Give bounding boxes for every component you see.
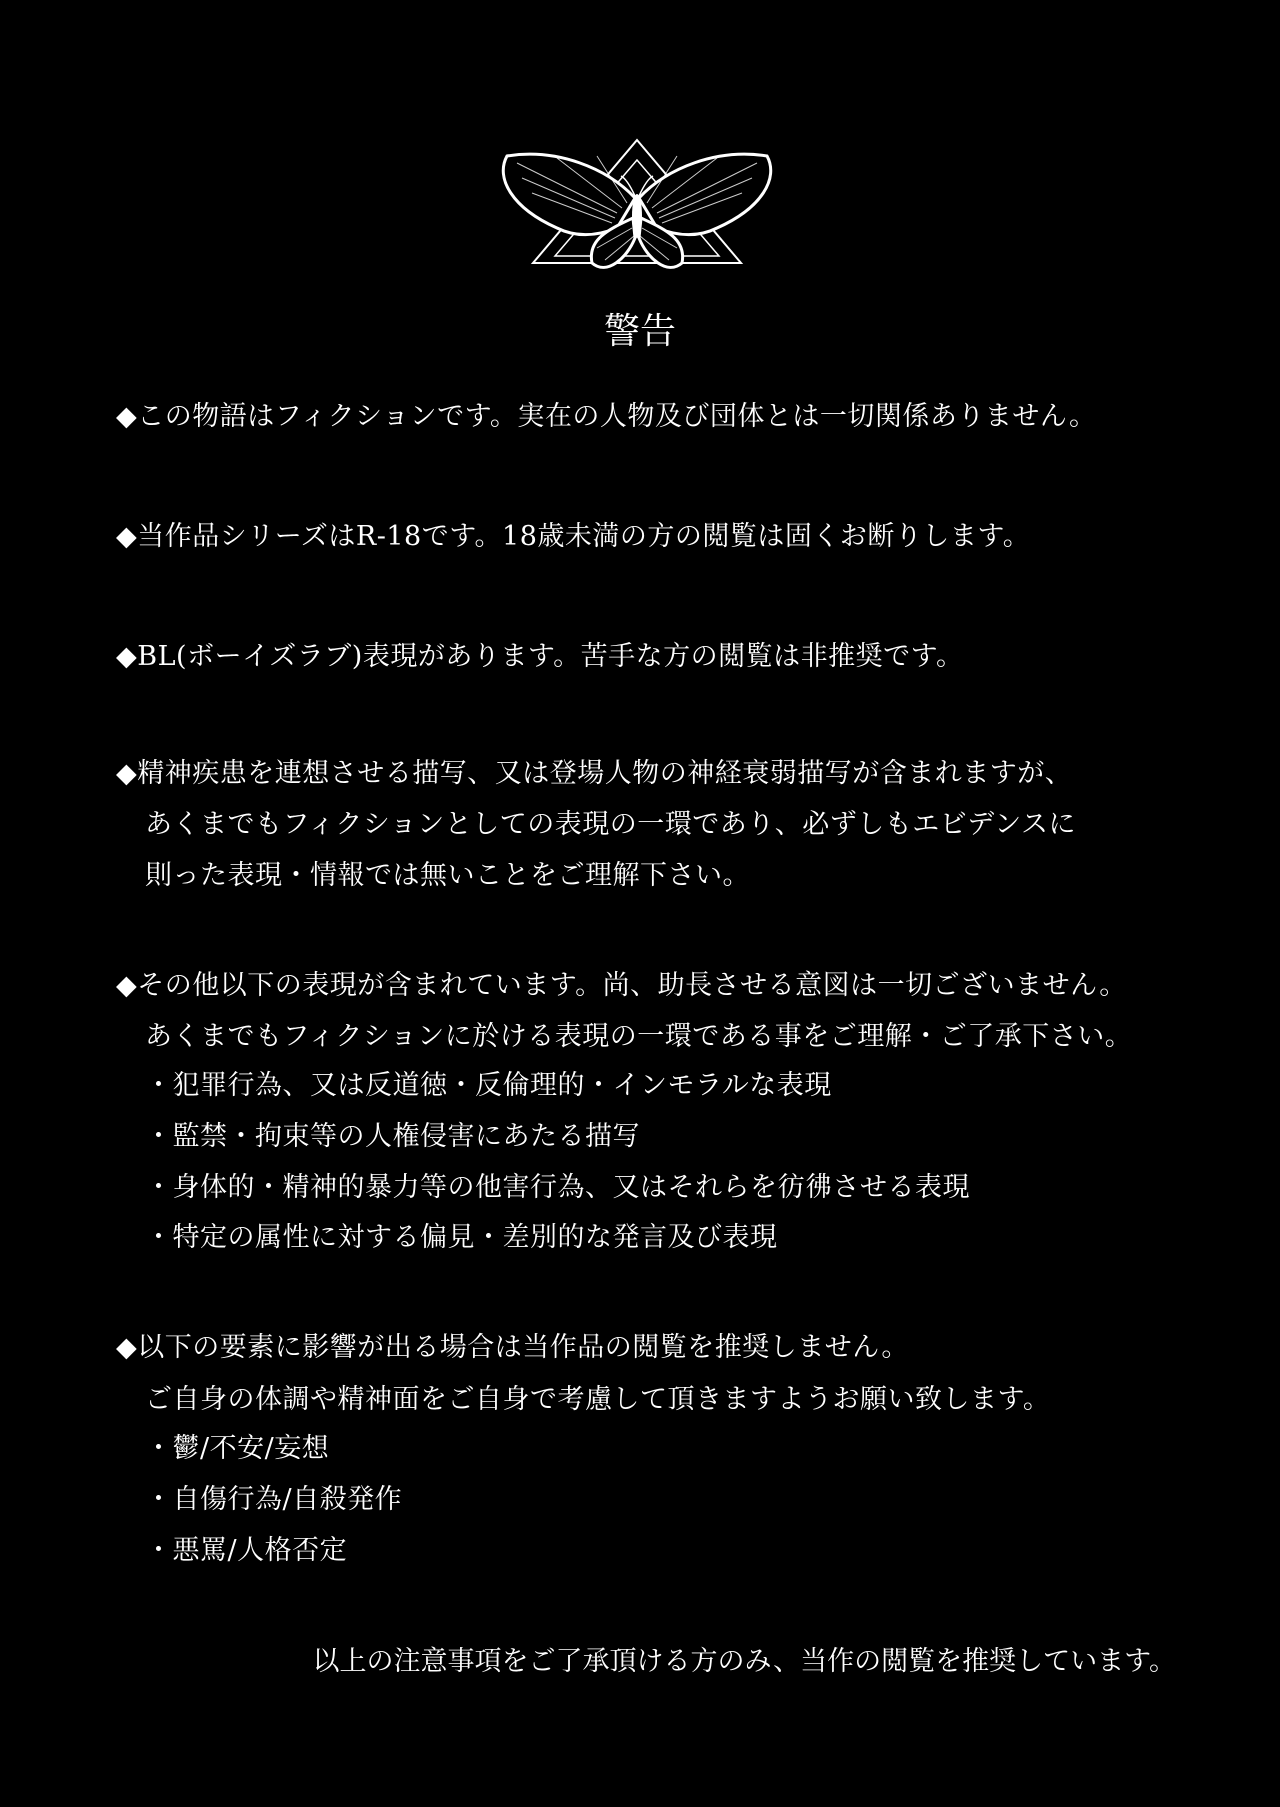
page-title: 警告 <box>603 311 676 352</box>
notice-health: ◆以下の要素に影響が出る場合は当作品の閲覧を推奨しません。 <box>116 1332 909 1363</box>
list-item: ・監禁・拘束等の人権侵害にあたる描写 <box>145 1121 640 1152</box>
list-item: ・身体的・精神的暴力等の他害行為、又はそれらを彷彿させる表現 <box>145 1172 970 1203</box>
notice-line: 則った表現・情報では無いことをご理解下さい。 <box>145 860 750 891</box>
notice-line: あくまでもフィクションに於ける表現の一環である事をご理解・ご了承下さい。 <box>145 1021 1133 1052</box>
notice-line: あくまでもフィクションとしての表現の一環であり、必ずしもエビデンスに <box>145 809 1076 840</box>
notice-r18: ◆当作品シリーズはR-18です。18歳未満の方の閲覧は固くお断りします。 <box>116 521 1031 552</box>
list-item: ・自傷行為/自殺発作 <box>145 1484 403 1515</box>
closing-statement: 以上の注意事項をご了承頂ける方のみ、当作の閲覧を推奨しています。 <box>312 1646 1176 1677</box>
list-item: ・鬱/不安/妄想 <box>145 1433 330 1464</box>
notice-mental-illness: ◆精神疾患を連想させる描写、又は登場人物の神経衰弱描写が含まれますが、 <box>116 758 1073 789</box>
list-item: ・悪罵/人格否定 <box>145 1535 348 1566</box>
moth-triangle-logo-icon <box>497 138 777 278</box>
notice-fiction: ◆この物語はフィクションです。実在の人物及び団体とは一切関係ありません。 <box>116 401 1097 432</box>
notice-bl: ◆BL(ボーイズラブ)表現があります。苦手な方の閲覧は非推奨です。 <box>116 641 964 672</box>
notice-other-content: ◆その他以下の表現が含まれています。尚、助長させる意図は一切ございません。 <box>116 970 1127 1001</box>
list-item: ・特定の属性に対する偏見・差別的な発言及び表現 <box>145 1222 778 1253</box>
notice-line: ご自身の体調や精神面をご自身で考慮して頂きますようお願い致します。 <box>145 1384 1051 1415</box>
list-item: ・犯罪行為、又は反道徳・反倫理的・インモラルな表現 <box>145 1070 832 1101</box>
